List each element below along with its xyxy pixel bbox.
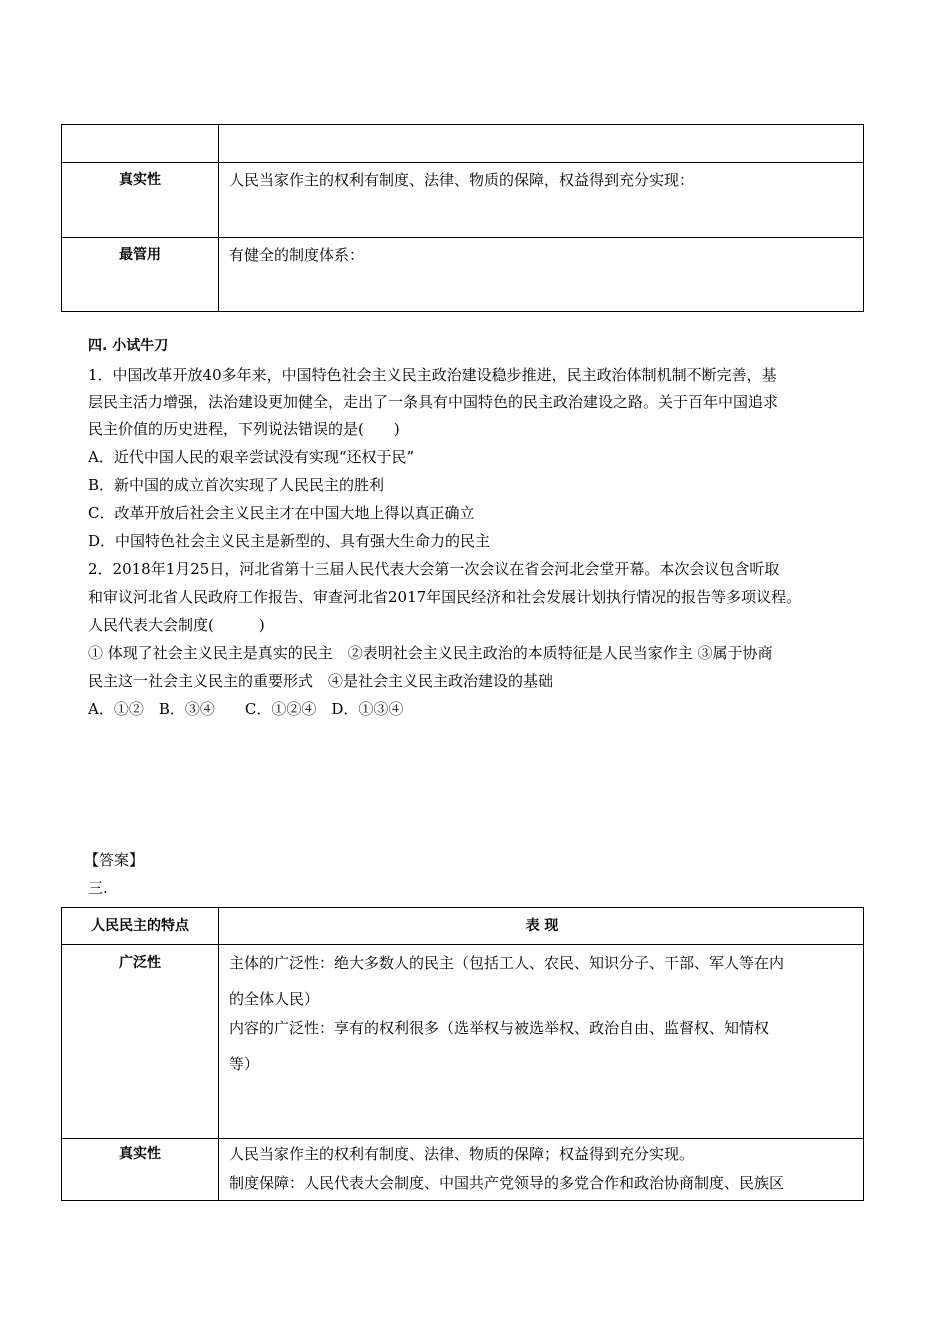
row-key-text: 广泛性 [119,955,161,971]
table-row [62,1139,864,1201]
row-key [62,1139,219,1201]
row-key-text: 真实性 [119,1146,161,1162]
question-line: 层民主活力增强，法治建设更加健全，走出了一条具有中国特色的民主政治建设之路。关于百年中国追求 [88,393,779,411]
top-table [61,124,864,312]
header-value-text: 表 现 [525,918,559,934]
question-line: 民主这一社会主义民主的重要形式 ④是社会主义民主政治建设的基础 [88,672,554,690]
answer-label: 【答案】 [84,851,145,869]
row-value-line: 内容的广泛性：享有的权利很多（选举权与被选举权、政治自由、监督权、知情权 [229,1019,770,1037]
table-row [62,163,864,238]
row-value [219,945,864,1139]
option-line: B．新中国的成立首次实现了人民民主的胜利 [88,476,385,494]
row-key-text: 最管用 [119,247,161,263]
table-row [62,125,864,163]
header-key-text: 人民民主的特点 [91,918,189,934]
option-line: A．近代中国人民的艰辛尝试没有实现“还权于民” [88,448,415,466]
row-value [219,163,864,238]
row-value [219,125,864,163]
row-value-line: 的全体人民） [229,990,320,1008]
row-value-text: 人民当家作主的权利有制度、法律、物质的保障，权益得到充分实现： [229,171,695,189]
row-key [62,238,219,312]
table-header-row [62,908,864,945]
question-line: 2．2018年1月25日，河北省第十三届人民代表大会第一次会议在省会河北会堂开幕。本次会议包含听取 [88,560,780,578]
header-value [219,908,864,945]
row-value-line: 制度保障：人民代表大会制度、中国共产党领导的多党合作和政治协商制度、民族区 [229,1174,785,1192]
answer-section: 三. [88,879,108,897]
row-value [219,1139,864,1201]
question-line: 人民代表大会制度( ) [88,616,265,634]
question-line: 1．中国改革开放40多年来，中国特色社会主义民主政治建设稳步推进，民主政治体制机制不断完善，基 [88,366,777,384]
row-key [62,163,219,238]
row-value-line: 主体的广泛性：绝大多数人的民主（包括工人、农民、知识分子、干部、军人等在内 [229,954,785,972]
row-value [219,238,864,312]
question-line: 民主价值的历史进程，下列说法错误的是( ) [88,420,400,438]
section-heading: 四. 小试牛刀 [88,338,169,354]
row-key [62,125,219,163]
option-line: A．①② B．③④ C．①②④ D．①③④ [88,700,404,718]
question-line: 和审议河北省人民政府工作报告、审查河北省2017年国民经济和社会发展计划执行情况的报告等多项议程。 [88,588,802,606]
question-line: ① 体现了社会主义民主是真实的民主 ②表明社会主义民主政治的本质特征是人民当家作主 ③属于协商 [88,644,773,662]
row-key [62,945,219,1139]
header-key [62,908,219,945]
row-value-line: 人民当家作主的权利有制度、法律、物质的保障；权益得到充分实现。 [229,1145,695,1163]
row-value-line: 等） [229,1055,260,1073]
row-key-text: 真实性 [119,172,161,188]
answer-table [61,907,864,1201]
table-row [62,238,864,312]
option-line: D．中国特色社会主义民主是新型的、具有强大生命力的民主 [88,532,491,550]
option-line: C．改革开放后社会主义民主才在中国大地上得以真正确立 [88,504,475,522]
table-row [62,945,864,1139]
row-value-text: 有健全的制度体系： [229,246,365,264]
